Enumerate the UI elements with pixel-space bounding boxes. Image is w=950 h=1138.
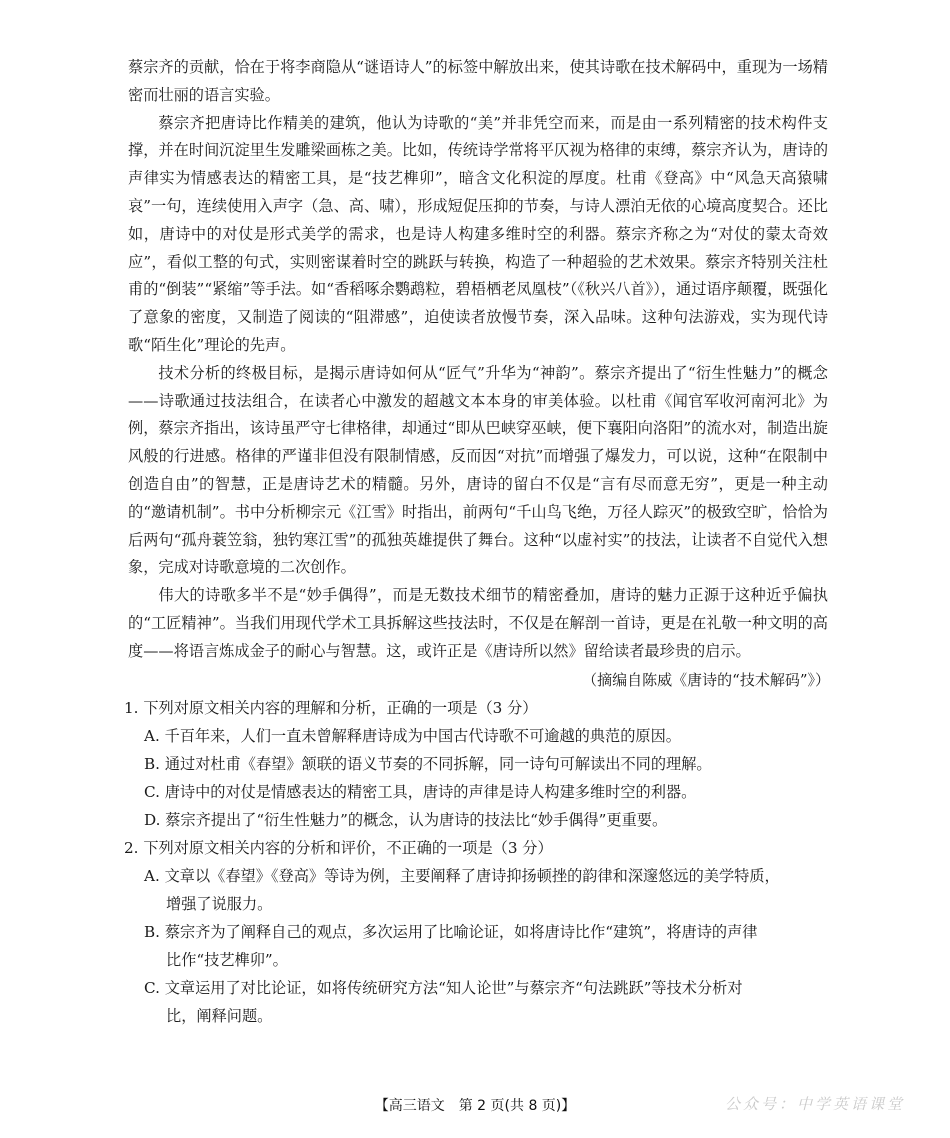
option-text: B. 蔡宗齐为了阐释自己的观点，多次运用了比喻论证，如将唐诗比作“建筑”，将唐诗的声律 — [144, 922, 758, 941]
page-footer: 【高三语文 第 2 页(共 8 页)】 — [374, 1098, 576, 1114]
watermark: 公众号：中学英语课堂 — [725, 1095, 906, 1113]
question-stem: 1. 下列对原文相关内容的理解和分析，正确的一项是（3 分） — [124, 698, 538, 717]
paragraph-1: 蔡宗齐的贡献，恰在于将李商隐从“谜语诗人”的标签中解放出来，使其诗歌在技术解码中，重现为一场精密而壮丽的语言实验。 — [128, 58, 828, 104]
option-text: C. 文章运用了对比论证，如将传统研究方法“知人论世”与蔡宗齐“句法跳跃”等技术分析对 — [144, 978, 743, 997]
option-a: A. 千百年来，人们一直未曾解释唐诗成为中国古代诗歌不可逾越的典范的原因。 — [144, 726, 681, 745]
option-text-continued: 增强了说服力。 — [166, 894, 273, 913]
option-text: A. 文章以《春望》《登高》等诗为例，主要阐释了唐诗抑扬顿挫的韵律和深邃悠远的美学特质， — [144, 866, 780, 885]
option-b: B. 通过对杜甫《春望》颔联的语义节奏的不同拆解，同一诗句可解读出不同的理解。 — [144, 754, 712, 773]
paragraph-4: 伟大的诗歌多半不是“妙手偶得”，而是无数技术细节的精密叠加，唐诗的魅力正源于这种近乎偏执的“工匠精神”。当我们用现代学术工具拆解这些技法时，不仅是在解剖一首诗，更是在礼敬一种文明的高度——将语言炼成金子的耐心与智慧。这，或许正是《唐诗所以然》留给读者最珍贵的启示。 — [128, 586, 828, 660]
paragraph-3: 技术分析的终极目标，是揭示唐诗如何从“匠气”升华为“神韵”。蔡宗齐提出了“衍生性魅力”的概念——诗歌通过技法组合，在读者心中激发的超越文本本身的审美体验。以杜甫《闻官军收河南河北》为例，蔡宗齐指出，该诗虽严守七律格律，却通过“即从巴峡穿巫峡，便下襄阳向洛阳”的流水对，制造出旋风般的行进感。格律的严谨非但没有限制情感，反而因“对抗”而增强了爆发力，可以说，这种“在限制中创造自由”的智慧，正是唐诗艺术的精髓。另外，唐诗的留白不仅是“言有尽而意无穷”，更是一种主动的“邀请机制”。书中分析柳宗元《江雪》时指出，前两句“千山鸟飞绝，万径人踪灭”的极致空旷，恰恰为后两句“孤舟蓑笠翁，独钓寒江雪”的孤独英雄提供了舞台。这种“以虚衬实”的技法，让读者不自觉代入想象，完成对诗歌意境的二次创作。 — [128, 363, 828, 577]
question-2 — [124, 834, 828, 1030]
source-citation: （摘编自陈威《唐诗的“技术解码”》） — [582, 670, 830, 689]
option-b — [144, 918, 828, 974]
article-body — [124, 54, 830, 1030]
question-1 — [124, 694, 828, 834]
option-c: C. 唐诗中的对仗是情感表达的精密工具，唐诗的声律是诗人构建多维时空的利器。 — [144, 782, 697, 801]
question-stem: 2. 下列对原文相关内容的分析和评价，不正确的一项是（3 分） — [124, 838, 553, 857]
paragraph-2: 蔡宗齐把唐诗比作精美的建筑，他认为诗歌的“美”并非凭空而来，而是由一系列精密的技术构件支撑，并在时间沉淀里生发雕梁画栋之美。比如，传统诗学常将平仄视为格律的束缚，蔡宗齐认为，唐诗的声律实为情感表达的精密工具，是“技艺榫卯”，暗含文化积淀的厚度。杜甫《登高》中“风急天高猿啸哀”一句，连续使用入声字（急、高、啸），形成短促压抑的节奏，与诗人漂泊无依的心境高度契合。还比如，唐诗中的对仗是形式美学的需求，也是诗人构建多维时空的利器。蔡宗齐称之为“对仗的蒙太奇效应”，看似工整的句式，实则密谋着时空的跳跃与转换，构造了一种超验的艺术效果。蔡宗齐特别关注杜甫的“倒装”“紧缩”等手法。如“香稻啄余鹦鹉粒，碧梧栖老凤凰枝”（《秋兴八首》），通过语序颠覆，既强化了意象的密度，又制造了阅读的“阻滞感”，迫使读者放慢节奏，深入品味。这种句法游戏，实为现代诗歌“陌生化”理论的先声。 — [128, 113, 828, 354]
option-a — [144, 862, 828, 918]
option-text-continued: 比作“技艺榫卯”。 — [166, 950, 288, 969]
option-d: D. 蔡宗齐提出了“衍生性魅力”的概念，认为唐诗的技法比“妙手偶得”更重要。 — [144, 810, 668, 829]
option-c — [144, 974, 828, 1030]
option-text-continued: 比，阐释问题。 — [166, 1006, 273, 1025]
